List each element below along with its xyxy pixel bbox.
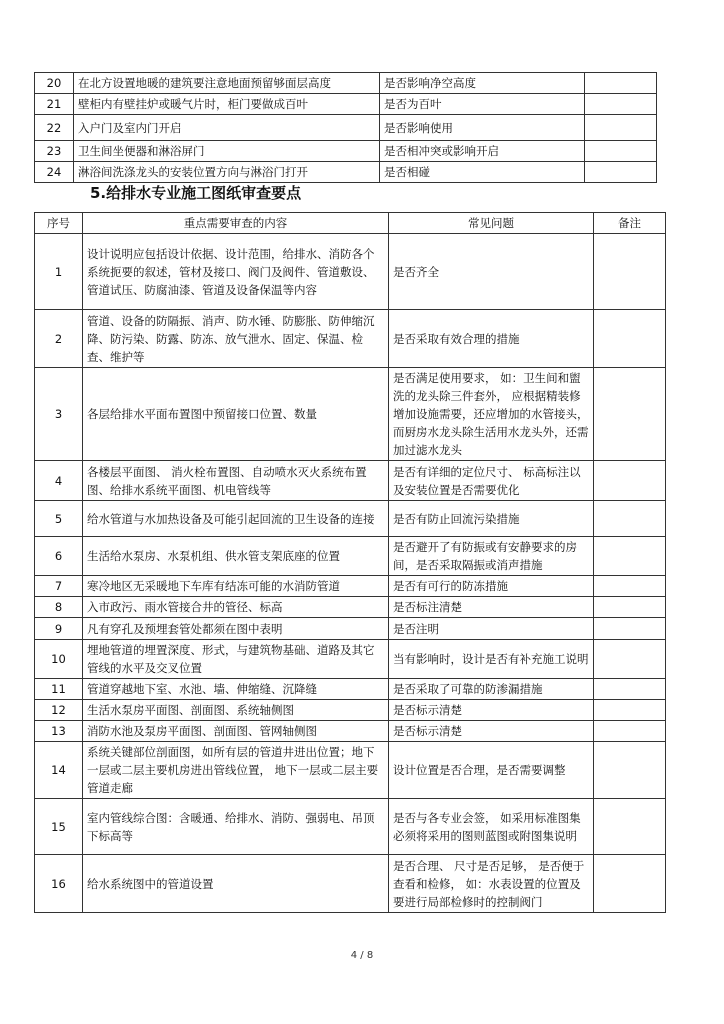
review-points-table xyxy=(34,212,666,913)
row-number: 7 xyxy=(35,576,83,597)
row-number: 22 xyxy=(35,115,74,141)
row-note xyxy=(594,461,666,501)
row-content: 室内管线综合图：含暖通、给排水、消防、强弱电、吊顶下标高等 xyxy=(83,799,389,855)
row-number: 14 xyxy=(35,742,83,799)
table-row xyxy=(35,141,657,162)
row-number: 6 xyxy=(35,537,83,576)
table-row xyxy=(35,537,666,576)
section-title: 5.给排水专业施工图纸审查要点 xyxy=(90,184,302,202)
row-issue: 是否齐全 xyxy=(389,234,594,310)
row-note xyxy=(585,141,657,162)
row-issue: 是否合理、 尺寸是否足够， 是否便于查看和检修， 如：水表设置的位置及要进行局部检修时的控制阀门 xyxy=(389,855,594,913)
page-number: 4 / 8 xyxy=(350,950,374,961)
row-issue: 当有影响时，设计是否有补充施工说明 xyxy=(389,640,594,679)
table-row xyxy=(35,742,666,799)
row-note xyxy=(594,700,666,721)
row-content: 淋浴间洗涤龙头的安装位置方向与淋浴门打开 xyxy=(74,162,380,183)
row-number: 9 xyxy=(35,618,83,640)
row-note xyxy=(594,597,666,618)
header-issue: 常见问题 xyxy=(389,213,594,234)
row-note xyxy=(594,537,666,576)
row-note xyxy=(594,721,666,742)
previous-section-table xyxy=(34,72,657,183)
row-content: 管道穿越地下室、水池、墙、伸缩缝、沉降缝 xyxy=(83,679,389,700)
row-note xyxy=(594,368,666,461)
row-issue: 是否避开了有防振或有安静要求的房间，是否采取隔振或消声措施 xyxy=(389,537,594,576)
row-content: 生活水泵房平面图、剖面图、系统轴侧图 xyxy=(83,700,389,721)
row-note xyxy=(594,310,666,368)
row-content: 设计说明应包括设计依据、设计范围，给排水、消防各个系统扼要的叙述，管材及接口、阀门及阀件、管道敷设、管道试压、防腐油漆、管道及设备保温等内容 xyxy=(83,234,389,310)
table-row xyxy=(35,461,666,501)
row-number: 5 xyxy=(35,501,83,537)
table-header-row xyxy=(35,213,666,234)
table-row xyxy=(35,310,666,368)
table-row xyxy=(35,721,666,742)
row-number: 11 xyxy=(35,679,83,700)
row-number: 1 xyxy=(35,234,83,310)
row-note xyxy=(585,73,657,94)
row-issue: 是否影响使用 xyxy=(380,115,585,141)
row-note xyxy=(594,501,666,537)
row-issue: 设计位置是否合理，是否需要调整 xyxy=(389,742,594,799)
row-note xyxy=(594,640,666,679)
table-row xyxy=(35,73,657,94)
row-content: 各楼层平面图、 消火栓布置图、自动喷水灭火系统布置图、给排水系统平面图、机电管线等 xyxy=(83,461,389,501)
row-number: 23 xyxy=(35,141,74,162)
table-row xyxy=(35,799,666,855)
row-number: 16 xyxy=(35,855,83,913)
row-content: 壁柜内有壁挂炉或暖气片时，柜门要做成百叶 xyxy=(74,94,380,115)
table-row xyxy=(35,576,666,597)
row-note xyxy=(594,576,666,597)
row-issue: 是否注明 xyxy=(389,618,594,640)
table-row xyxy=(35,679,666,700)
row-issue: 是否为百叶 xyxy=(380,94,585,115)
row-note xyxy=(585,115,657,141)
row-number: 12 xyxy=(35,700,83,721)
row-note xyxy=(585,162,657,183)
header-no: 序号 xyxy=(35,213,83,234)
row-content: 给水管道与水加热设备及可能引起回流的卫生设备的连接 xyxy=(83,501,389,537)
row-number: 24 xyxy=(35,162,74,183)
table-row xyxy=(35,501,666,537)
row-issue: 是否有可行的防冻措施 xyxy=(389,576,594,597)
row-issue: 是否影响净空高度 xyxy=(380,73,585,94)
row-number: 10 xyxy=(35,640,83,679)
table-row xyxy=(35,162,657,183)
row-issue: 是否相冲突或影响开启 xyxy=(380,141,585,162)
row-content: 卫生间坐便器和淋浴屏门 xyxy=(74,141,380,162)
row-issue: 是否与各专业会签， 如采用标准图集必须将采用的图则蓝图或附图集说明 xyxy=(389,799,594,855)
row-issue: 是否满足使用要求， 如：卫生间和盥洗的龙头除三件套外， 应根据精装修增加设施需要，还应增加的水管接头，而厨房水龙头除生活用水龙头外，还需加过滤水龙头 xyxy=(389,368,594,461)
row-note xyxy=(585,94,657,115)
row-content: 在北方设置地暖的建筑要注意地面预留够面层高度 xyxy=(74,73,380,94)
row-number: 8 xyxy=(35,597,83,618)
row-issue: 是否标示清楚 xyxy=(389,700,594,721)
row-issue: 是否相碰 xyxy=(380,162,585,183)
row-issue: 是否有详细的定位尺寸、 标高标注以及安装位置是否需要优化 xyxy=(389,461,594,501)
row-content: 入市政污、雨水管接合井的管径、标高 xyxy=(83,597,389,618)
table-row xyxy=(35,855,666,913)
header-note: 备注 xyxy=(594,213,666,234)
row-issue: 是否采取了可靠的防渗漏措施 xyxy=(389,679,594,700)
row-number: 13 xyxy=(35,721,83,742)
row-issue: 是否标示清楚 xyxy=(389,721,594,742)
row-content: 埋地管道的埋置深度、形式，与建筑物基础、道路及其它管线的水平及交叉位置 xyxy=(83,640,389,679)
table-row xyxy=(35,115,657,141)
table-row xyxy=(35,640,666,679)
row-content: 入户门及室内门开启 xyxy=(74,115,380,141)
table-row xyxy=(35,234,666,310)
row-note xyxy=(594,679,666,700)
row-content: 寒冷地区无采暖地下车库有结冻可能的水消防管道 xyxy=(83,576,389,597)
row-content: 消防水池及泵房平面图、剖面图、管网轴侧图 xyxy=(83,721,389,742)
row-content: 生活给水泵房、水泵机组、供水管支架底座的位置 xyxy=(83,537,389,576)
table-row xyxy=(35,368,666,461)
row-issue: 是否采取有效合理的措施 xyxy=(389,310,594,368)
row-issue: 是否有防止回流污染措施 xyxy=(389,501,594,537)
row-number: 2 xyxy=(35,310,83,368)
row-note xyxy=(594,855,666,913)
table-row xyxy=(35,94,657,115)
header-content: 重点需要审查的内容 xyxy=(83,213,389,234)
table-row xyxy=(35,597,666,618)
row-content: 给水系统图中的管道设置 xyxy=(83,855,389,913)
table-row xyxy=(35,700,666,721)
row-content: 管道、设备的防隔振、消声、防水锤、防膨胀、防伸缩沉降、防污染、防露、防冻、放气泄水、固定、保温、检查、维护等 xyxy=(83,310,389,368)
row-note xyxy=(594,799,666,855)
row-number: 15 xyxy=(35,799,83,855)
row-note xyxy=(594,234,666,310)
row-number: 20 xyxy=(35,73,74,94)
row-number: 3 xyxy=(35,368,83,461)
row-content: 系统关键部位剖面图，如所有层的管道井进出位置；地下一层或二层主要机房进出管线位置， 地下一层或二层主要管道走廊 xyxy=(83,742,389,799)
row-number: 4 xyxy=(35,461,83,501)
row-issue: 是否标注清楚 xyxy=(389,597,594,618)
table-row xyxy=(35,618,666,640)
row-number: 21 xyxy=(35,94,74,115)
row-content: 各层给排水平面布置图中预留接口位置、数量 xyxy=(83,368,389,461)
row-content: 凡有穿孔及预埋套管处都须在图中表明 xyxy=(83,618,389,640)
row-note xyxy=(594,742,666,799)
row-note xyxy=(594,618,666,640)
